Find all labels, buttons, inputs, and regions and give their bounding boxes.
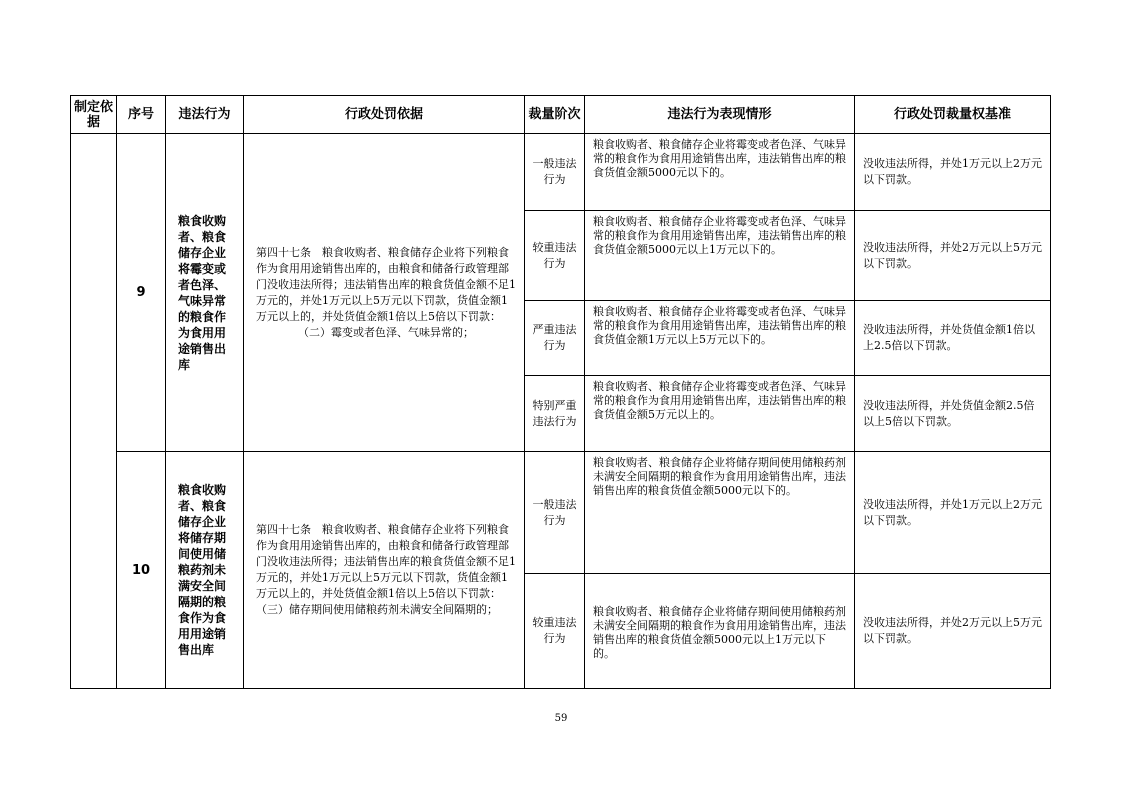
- act-cell: 粮食收购者、粮食储存企业将储存期间使用储粮药剂未满安全间隔期的粮食作为食用用途销售出库: [166, 452, 244, 689]
- legal-clause: （二）霉变或者色泽、气味异常的；: [298, 325, 474, 339]
- header-act: 违法行为: [166, 96, 244, 134]
- table-row: [71, 134, 1051, 211]
- header-standard: 行政处罚裁量权基准: [855, 96, 1051, 134]
- standard-cell: 没收违法所得，并处货值金额1倍以上2.5倍以下罚款。: [855, 301, 1051, 376]
- legal-basis-cell: [244, 134, 525, 452]
- legal-text: 第四十七条 粮食收购者、粮食储存企业将下列粮食作为食用用途销售出库的，由粮食和储备行政管理部门没收违法所得；违法销售出库的粮食货值金额不足1万元的，并处1万元以上5万元以下罚款，货值金额1万元以上的，并处货值金额1倍以上5倍以下罚款：: [256, 245, 516, 323]
- penalty-standards-table: [70, 95, 1051, 689]
- legal-clause: （三）储存期间使用储粮药剂未满安全间隔期的；: [256, 603, 498, 616]
- seq-cell: 9: [117, 134, 166, 452]
- standard-cell: 没收违法所得，并处货值金额2.5倍以上5倍以下罚款。: [855, 376, 1051, 452]
- level-cell: 严重违法行为: [525, 301, 585, 376]
- header-situation: 违法行为表现情形: [585, 96, 855, 134]
- standard-cell: 没收违法所得，并处2万元以上5万元以下罚款。: [855, 574, 1051, 689]
- situation-cell: 粮食收购者、粮食储存企业将储存期间使用储粮药剂未满安全间隔期的粮食作为食用用途销售出库，违法销售出库的粮食货值金额5000元以下的。: [585, 452, 855, 574]
- header-row: [71, 96, 1051, 134]
- situation-cell: 粮食收购者、粮食储存企业将霉变或者色泽、气味异常的粮食作为食用用途销售出库，违法销售出库的粮食货值金额1万元以上5万元以下的。: [585, 301, 855, 376]
- header-seq: 序号: [117, 96, 166, 134]
- seq-cell: 10: [117, 452, 166, 689]
- legal-text: 第四十七条 粮食收购者、粮食储存企业将下列粮食作为食用用途销售出库的，由粮食和储备行政管理部门没收违法所得；违法销售出库的粮食货值金额不足1万元的，并处1万元以上5万元以下罚款，货值金额1万元以上的，并处货值金额1倍以上5倍以下罚款：: [256, 523, 516, 600]
- situation-cell: 粮食收购者、粮食储存企业将霉变或者色泽、气味异常的粮食作为食用用途销售出库，违法销售出库的粮食货值金额5000元以下的。: [585, 134, 855, 211]
- header-basis: 制定依据: [71, 96, 117, 134]
- page-number: 59: [554, 713, 568, 724]
- legal-basis-cell: [244, 452, 525, 689]
- level-cell: 较重违法行为: [525, 211, 585, 301]
- situation-cell: 粮食收购者、粮食储存企业将霉变或者色泽、气味异常的粮食作为食用用途销售出库，违法销售出库的粮食货值金额5000元以上1万元以下的。: [585, 211, 855, 301]
- header-level: 裁量阶次: [525, 96, 585, 134]
- header-legal-basis: 行政处罚依据: [244, 96, 525, 134]
- level-cell: 特别严重违法行为: [525, 376, 585, 452]
- level-cell: 较重违法行为: [525, 574, 585, 689]
- standard-cell: 没收违法所得，并处2万元以上5万元以下罚款。: [855, 211, 1051, 301]
- situation-cell: 粮食收购者、粮食储存企业将霉变或者色泽、气味异常的粮食作为食用用途销售出库，违法销售出库的粮食货值金额5万元以上的。: [585, 376, 855, 452]
- basis-cell: [71, 134, 117, 689]
- standard-cell: 没收违法所得，并处1万元以上2万元以下罚款。: [855, 452, 1051, 574]
- standard-cell: 没收违法所得，并处1万元以上2万元以下罚款。: [855, 134, 1051, 211]
- table-row: [71, 452, 1051, 574]
- level-cell: 一般违法行为: [525, 134, 585, 211]
- act-cell: 粮食收购者、粮食储存企业将霉变或者色泽、气味异常的粮食作为食用用途销售出库: [166, 134, 244, 452]
- level-cell: 一般违法行为: [525, 452, 585, 574]
- situation-cell: 粮食收购者、粮食储存企业将储存期间使用储粮药剂未满安全间隔期的粮食作为食用用途销售出库，违法销售出库的粮食货值金额5000元以上1万元以下的。: [585, 574, 855, 689]
